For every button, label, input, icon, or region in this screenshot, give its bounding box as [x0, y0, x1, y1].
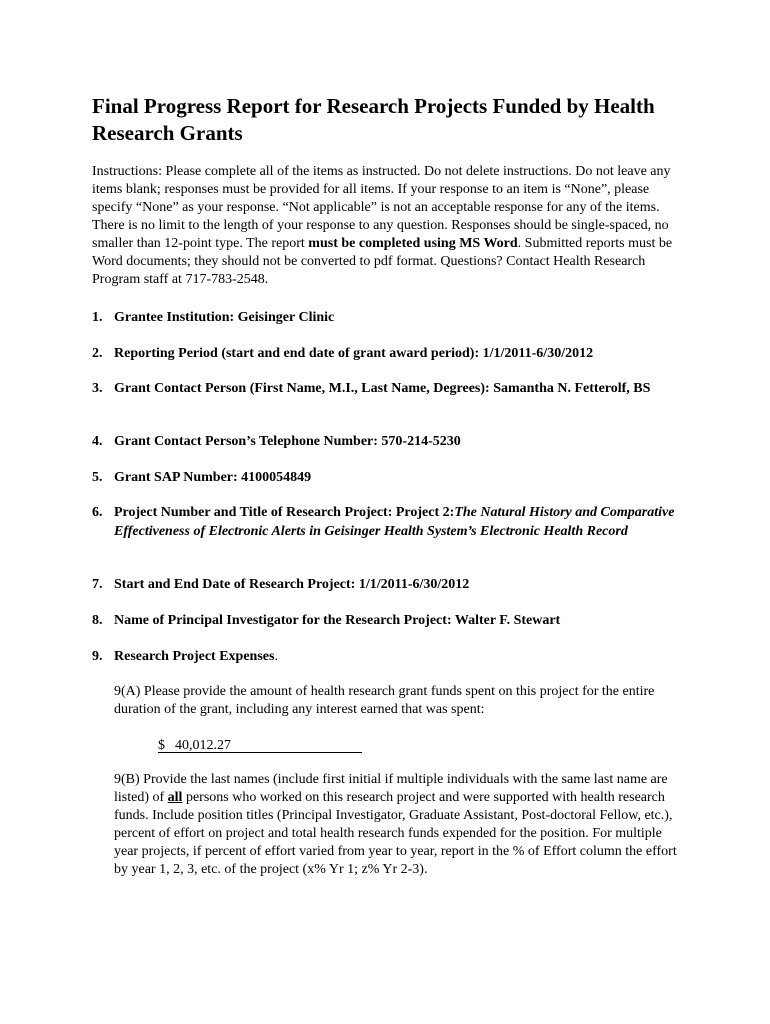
- question-9b-text-cont: persons who worked on this research project and were supported with health research funds. Include position titles (Principal Investigator, Graduate Assistant, Post-doctoral Fellow, etc.), percent of effort on project and total health research funds expended for the position. For multiple year projects, if percent of effort varied from year to year, report in the % of Effort column the effort by year 1, 2, 3, etc. of the project (x% Yr 1; z% Yr 2-3).: [114, 790, 677, 877]
- item-text: Name of Principal Investigator for the Research Project: Walter F. Stewart: [114, 613, 561, 628]
- item-text: Grant Contact Person’s Telephone Number: 570-214-5230: [114, 434, 461, 449]
- item-text: Research Project Expenses: [114, 649, 275, 664]
- item-number: 9.: [92, 649, 103, 664]
- item-text: Start and End Date of Research Project: 1/1/2011-6/30/2012: [114, 577, 470, 592]
- item-project-title: [92, 504, 682, 541]
- item-text: Project Number and Title of Research Project: Project 2:: [114, 505, 455, 520]
- item-sap-number: [92, 469, 682, 488]
- item-number: 4.: [92, 434, 103, 449]
- item-grantee-institution: [92, 309, 682, 328]
- item-text: Grantee Institution: Geisinger Clinic: [114, 310, 335, 325]
- item-number: 6.: [92, 505, 103, 520]
- item-number: 1.: [92, 310, 103, 325]
- item-number: 2.: [92, 346, 103, 361]
- item-number: 3.: [92, 381, 103, 396]
- item-number: 8.: [92, 613, 103, 628]
- amount-value: 40,012.27: [175, 738, 231, 753]
- item-text: Grant Contact Person (First Name, M.I., Last Name, Degrees): Samantha N. Fetterolf, BS: [114, 381, 651, 396]
- question-9b: [114, 771, 679, 879]
- item-text-wrap: [114, 648, 682, 667]
- instructions-emphasis: must be completed using MS Word: [308, 236, 518, 251]
- instructions-text-cont: . Submitted reports must be Word documents; they should not be converted to pdf format. Questions? Contact Health Research Program staff at 717-783-2548.: [92, 236, 673, 287]
- item-project-dates: [92, 576, 682, 595]
- item-contact-person: [92, 380, 682, 399]
- instructions: [92, 163, 682, 289]
- item-project-expenses: [92, 648, 682, 667]
- currency-symbol: $: [158, 738, 165, 753]
- page-title: Final Progress Report for Research Projects Funded by Health Research Grants: [92, 94, 655, 145]
- item-suffix: .: [274, 649, 278, 664]
- item-number: 7.: [92, 577, 103, 592]
- item-number: 5.: [92, 470, 103, 485]
- question-9a: 9(A) Please provide the amount of health research grant funds spent on this project for the entire duration of the grant, including any interest earned that was spent:: [114, 684, 655, 717]
- item-reporting-period: [92, 345, 682, 364]
- amount-field: [158, 737, 362, 753]
- item-principal-investigator: [92, 612, 682, 631]
- item-contact-phone: [92, 433, 682, 452]
- item-text-wrap: [114, 504, 682, 541]
- item-text: Grant SAP Number: 4100054849: [114, 470, 312, 485]
- project-title-text: The Natural History and Comparative Effectiveness of Electronic Alerts in Geisinger Health System’s Electronic Health Record: [114, 505, 675, 539]
- item-text: Reporting Period (start and end date of grant award period): 1/1/2011-6/30/2012: [114, 346, 594, 361]
- instructions-text: Instructions: Please complete all of the items as instructed. Do not delete instructions. Do not leave any items blank; responses must be provided for all items. If your response to an item is “None”, please specify “None” as your response. “Not applicable” is not an acceptable response for any of the items. There is no limit to the length of your response to any question. Responses should be single-spaced, no smaller than 12-point type. The report: [92, 164, 671, 251]
- question-9b-text: 9(B) Provide the last names (include first initial if multiple individuals with the same last name are listed) of: [114, 772, 668, 805]
- question-9b-emphasis: all: [167, 790, 183, 805]
